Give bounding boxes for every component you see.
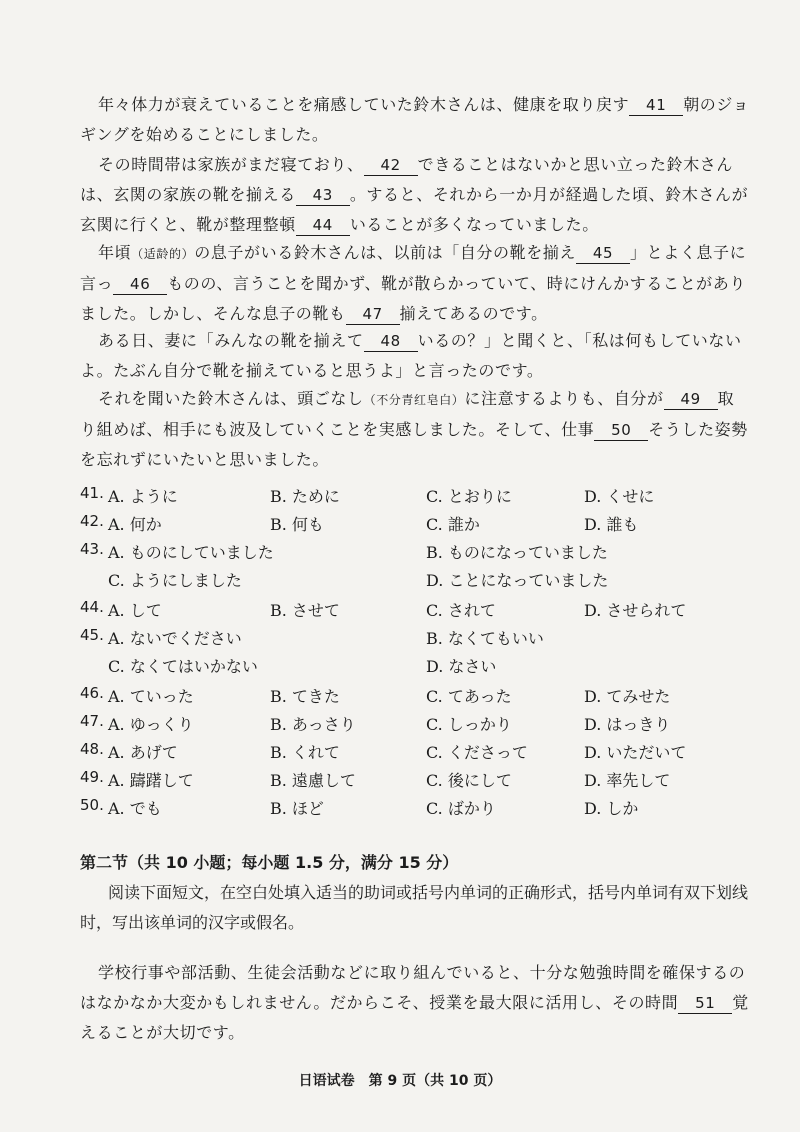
- blank-44[interactable]: 44: [296, 215, 350, 236]
- option-c[interactable]: C. されて: [426, 601, 496, 620]
- blank-41[interactable]: 41: [629, 95, 683, 116]
- paragraph-5: それを聞いた鈴木さんは、頭ごなし（不分青红皂白）に注意するよりも、自分が 49 取り組めば、相手にも波及していくことを実感しました。そして、仕事 50 そうした姿勢を忘れずにいたいと思いました。: [80, 389, 748, 469]
- option-b[interactable]: B. 遠慮して: [270, 771, 356, 790]
- option-d[interactable]: D. しか: [584, 799, 639, 818]
- option-a[interactable]: A. でも: [108, 799, 162, 818]
- option-d[interactable]: D. ことになっていました: [426, 571, 609, 590]
- option-a[interactable]: A. して: [108, 601, 162, 620]
- question-49: 49. A. 躊躇して B. 遠慮して C. 後にして D. 率先して: [80, 768, 671, 790]
- question-48: 48. A. あげて B. くれて C. くださって D. いただいて: [80, 740, 687, 762]
- option-d[interactable]: D. 率先して: [584, 771, 671, 790]
- option-b[interactable]: B. させて: [270, 601, 340, 620]
- option-d[interactable]: D. なさい: [426, 657, 497, 676]
- question-42: 42. A. 何か B. 何も C. 誰か D. 誰も: [80, 512, 639, 534]
- section-heading: 第二节（共 10 小题；每小题 1.5 分，满分 15 分）: [80, 853, 459, 872]
- option-c[interactable]: C. くださって: [426, 743, 528, 762]
- question-47: 47. A. ゆっくり B. あっさり C. しっかり D. はっきり: [80, 712, 671, 734]
- option-c[interactable]: C. 後にして: [426, 771, 512, 790]
- option-b[interactable]: B. なくてもいい: [426, 629, 544, 648]
- paragraph-4: ある日、妻に「みんなの靴を揃えて 48 いるの？」と聞くと、「私は何もしていないよ。たぶん自分で靴を揃えていると思うよ」と言ったのです。: [80, 331, 742, 380]
- question-44: 44. A. して B. させて C. されて D. させられて: [80, 598, 687, 620]
- option-d[interactable]: D. てみせた: [584, 687, 671, 706]
- option-b[interactable]: B. あっさり: [270, 715, 356, 734]
- blank-50[interactable]: 50: [594, 420, 648, 441]
- question-50: 50. A. でも B. ほど C. ばかり D. しか: [80, 796, 639, 818]
- option-b[interactable]: B. ものになっていました: [426, 543, 608, 562]
- option-b[interactable]: B. くれて: [270, 743, 340, 762]
- option-a[interactable]: A. 躊躇して: [108, 771, 194, 790]
- blank-43[interactable]: 43: [296, 185, 350, 206]
- paragraph-1: 年々体力が衰えていることを痛感していた鈴木さんは、健康を取り戻す 41 朝のジョギングを始めることにしました。: [80, 95, 750, 144]
- page-footer: 日语试卷 第 9 页（共 10 页）: [298, 1073, 502, 1089]
- question-45-row2: [80, 654, 760, 682]
- option-a[interactable]: A. ゆっくり: [108, 715, 194, 734]
- blank-45[interactable]: 45: [576, 243, 630, 264]
- blank-51[interactable]: 51: [678, 993, 732, 1014]
- option-c[interactable]: C. とおりに: [426, 487, 512, 506]
- option-a[interactable]: A. 何か: [108, 515, 162, 534]
- blank-49[interactable]: 49: [664, 389, 718, 410]
- paragraph-2: その時間帯は家族がまだ寝ており、 42 できることはないかと思い立った鈴木さんは、玄関の家族の靴を揃える 43 。すると、それから一か月が経過した頃、鈴木さんが玄関に行くと、靴が整理整頓 44 いることが多くなっていました。: [80, 155, 749, 234]
- option-a[interactable]: A. ものにしていました: [108, 543, 274, 562]
- paragraph-passage2: 学校行事や部活動、生徒会活動などに取り組んでいると、十分な勉強時間を確保するのはなかなか大変かもしれません。だからこそ、授業を最大限に活用し、その時間 51 覚えることが大切です。: [80, 963, 749, 1042]
- blank-48[interactable]: 48: [364, 331, 418, 352]
- question-46: 46. A. ていった B. てきた C. てあった D. てみせた: [80, 684, 671, 706]
- question-43: 43. A. ものにしていました B. ものになっていました: [80, 540, 608, 562]
- option-c[interactable]: C. ばかり: [426, 799, 496, 818]
- option-d[interactable]: D. はっきり: [584, 715, 671, 734]
- option-a[interactable]: A. ように: [108, 487, 178, 506]
- option-d[interactable]: D. させられて: [584, 601, 687, 620]
- option-b[interactable]: B. てきた: [270, 687, 340, 706]
- question-43-row2: [80, 568, 760, 596]
- option-a[interactable]: A. あげて: [108, 743, 178, 762]
- option-a[interactable]: A. ないでください: [108, 629, 242, 648]
- option-b[interactable]: B. ほど: [270, 799, 324, 818]
- option-d[interactable]: D. いただいて: [584, 743, 687, 762]
- option-d[interactable]: D. くせに: [584, 487, 655, 506]
- section-instruction: 阅读下面短文，在空白处填入适当的助词或括号内单词的正确形式，括号内单词有双下划线时，写出该单词的汉字或假名。: [80, 883, 749, 932]
- blank-46[interactable]: 46: [113, 274, 167, 295]
- option-b[interactable]: B. 何も: [270, 515, 324, 534]
- question-41: 41. A. ように B. ために C. とおりに D. くせに: [80, 484, 655, 506]
- option-c[interactable]: C. てあった: [426, 687, 512, 706]
- option-a[interactable]: A. ていった: [108, 687, 194, 706]
- gloss-note: （不分青红皂白）: [363, 393, 465, 407]
- question-45: 45. A. ないでください B. なくてもいい: [80, 626, 544, 648]
- blank-42[interactable]: 42: [364, 155, 418, 176]
- option-d[interactable]: D. 誰も: [584, 515, 639, 534]
- option-c[interactable]: C. しっかり: [426, 715, 512, 734]
- paragraph-3: 年頃（适龄的）の息子がいる鈴木さんは、以前は「自分の靴を揃え 45 」とよく息子に言っ 46 ものの、言うことを聞かず、靴が散らかっていて、時にけんかすることがありました。しかし、そんな息子の靴も 47 揃えてあるのです。: [80, 243, 747, 323]
- gloss-note: （适龄的）: [131, 247, 195, 261]
- option-c[interactable]: C. 誰か: [426, 515, 480, 534]
- option-b[interactable]: B. ために: [270, 487, 340, 506]
- option-c[interactable]: C. ようにしました: [108, 571, 242, 590]
- option-c[interactable]: C. なくてはいかない: [108, 657, 258, 676]
- blank-47[interactable]: 47: [346, 304, 400, 325]
